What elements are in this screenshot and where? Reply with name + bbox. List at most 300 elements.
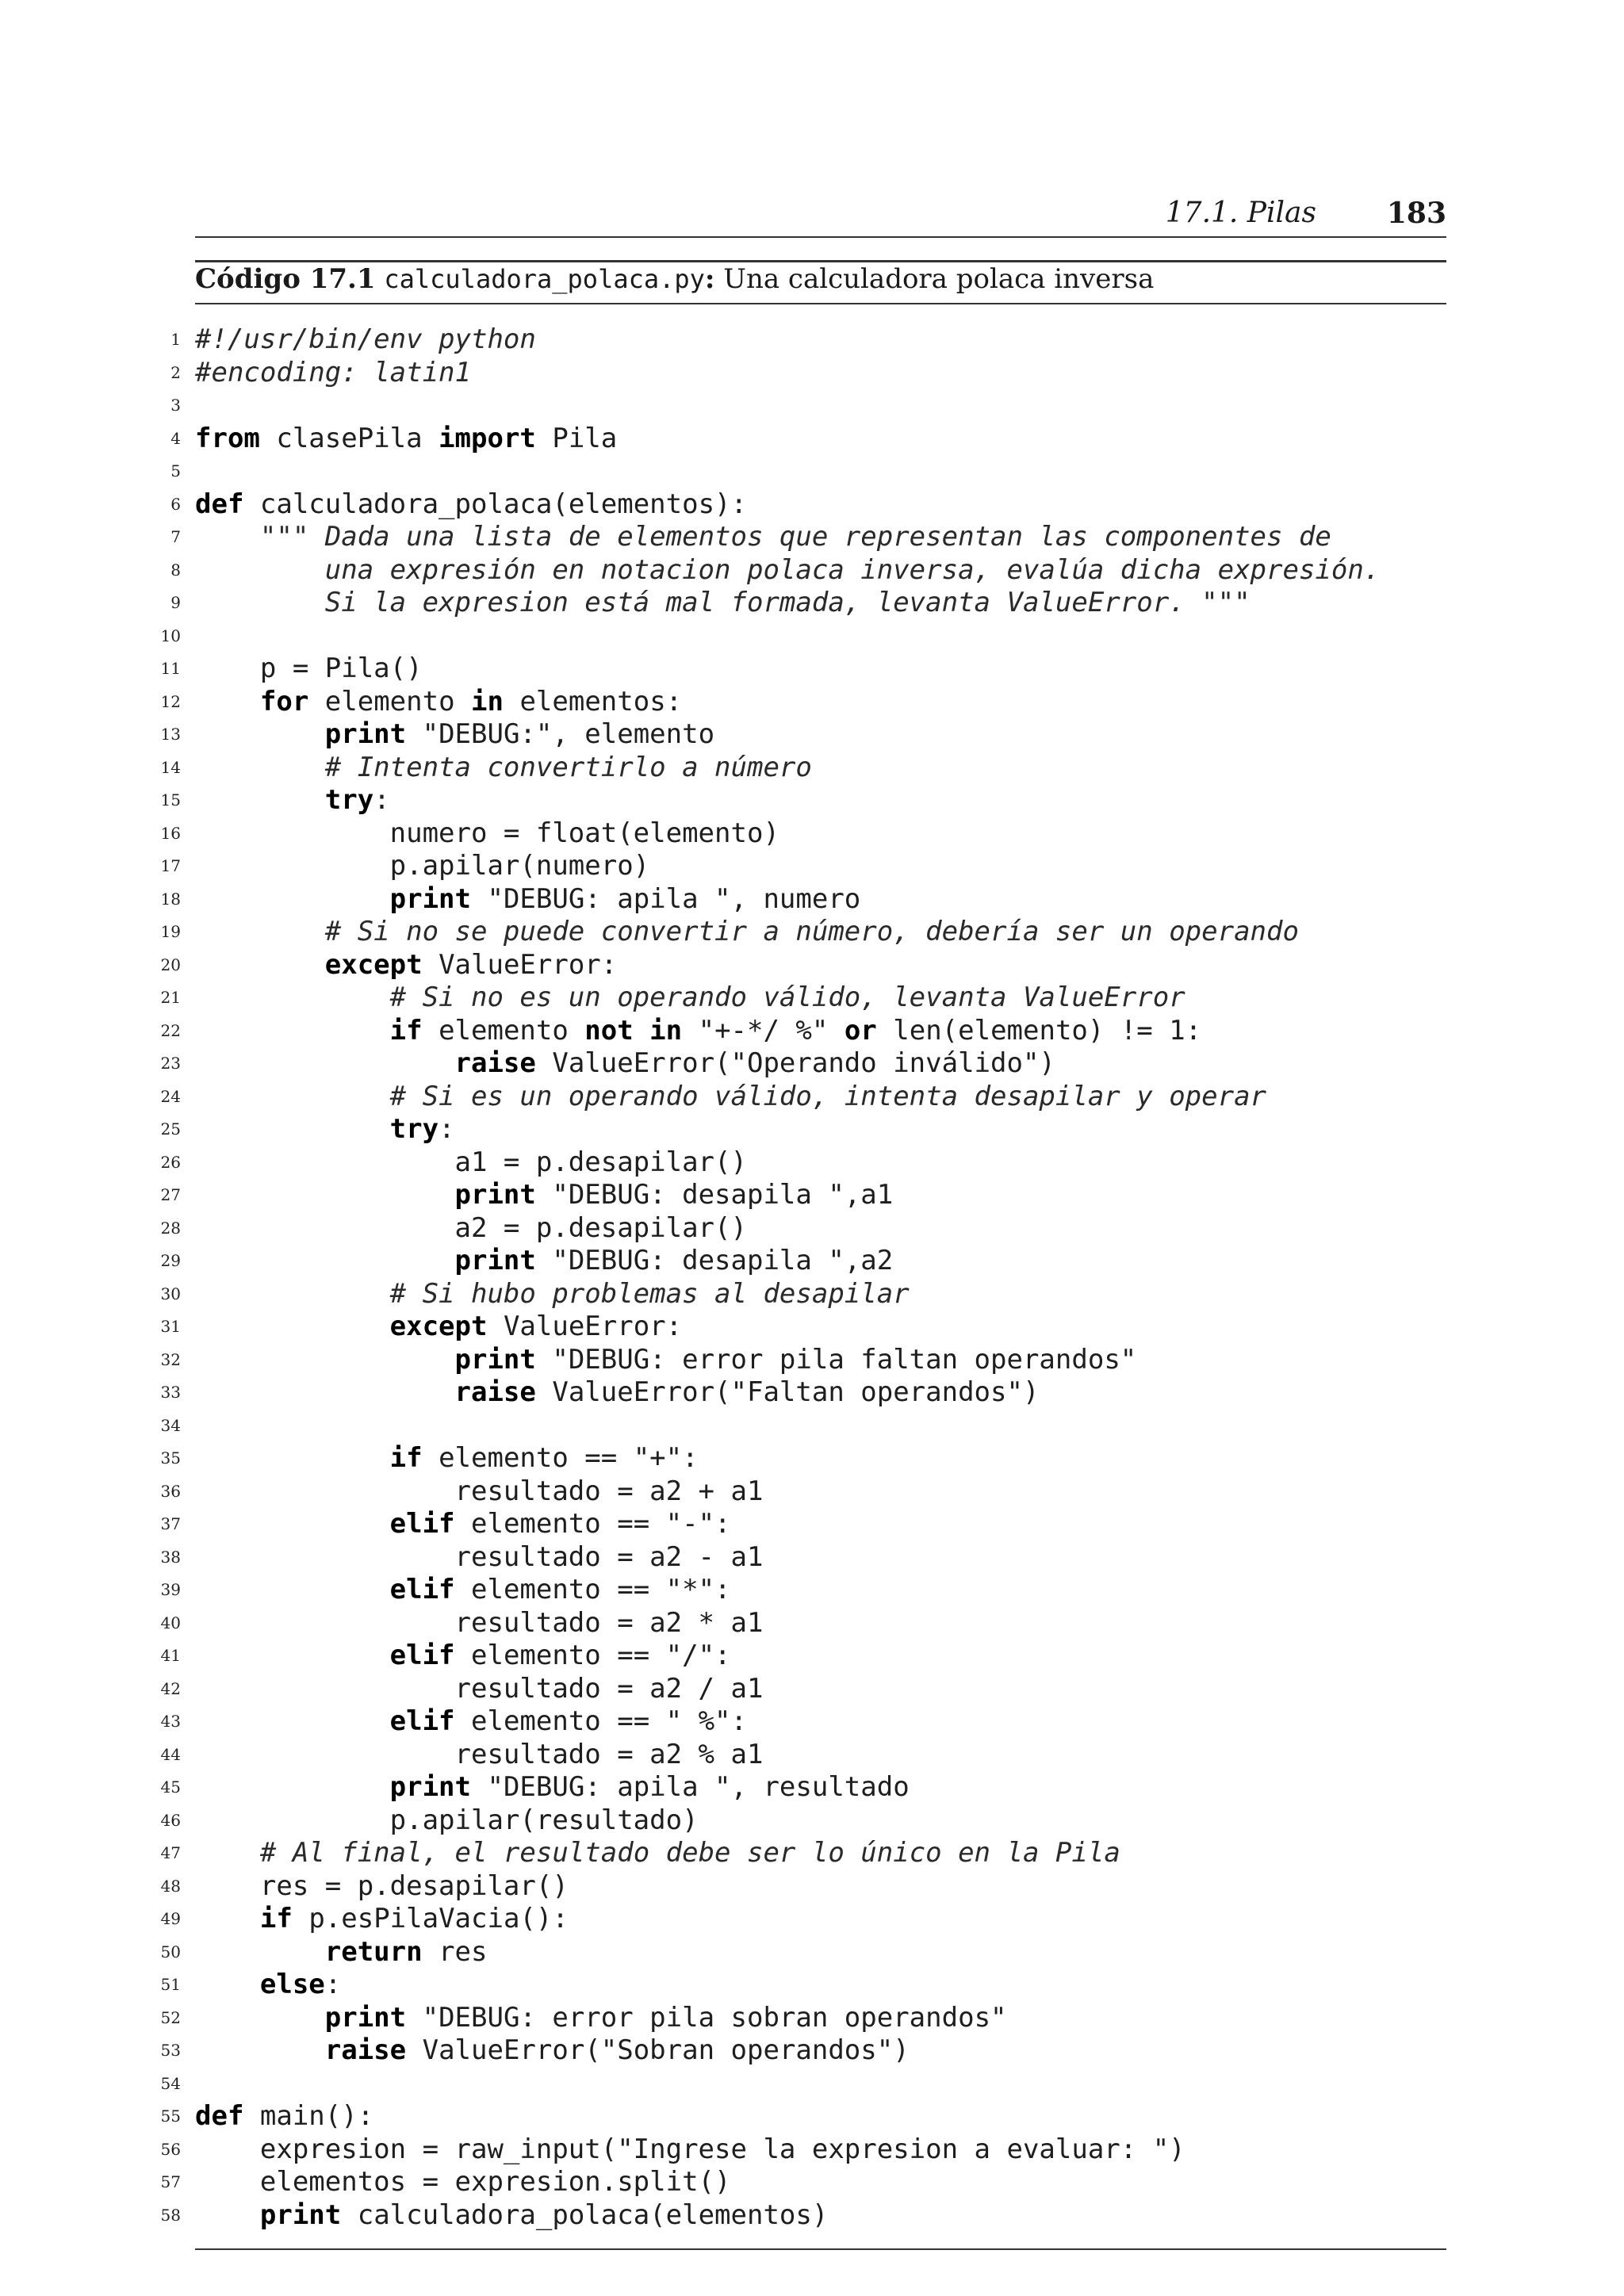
code-keyword: print [389, 882, 471, 915]
line-number: 7 [170, 527, 181, 546]
code-comment: Si la expresion está mal formada, levanta ValueError. """ [195, 587, 1251, 618]
code-token: "DEBUG: error pila faltan operandos" [535, 1343, 1137, 1376]
code-line [0, 784, 1624, 817]
code-text [195, 2166, 731, 2199]
code-text [195, 1508, 731, 1541]
code-text [195, 1278, 910, 1311]
header-rule [195, 236, 1446, 238]
code-line [0, 1640, 1624, 1673]
code-line [0, 1245, 1624, 1278]
code-text [195, 1870, 569, 1904]
code-text [195, 1311, 682, 1344]
line-number: 31 [160, 1317, 181, 1336]
code-text [195, 1574, 731, 1607]
code-line [0, 1015, 1624, 1048]
code-token [195, 784, 325, 816]
code-token: ValueError("Faltan operandos") [535, 1376, 1040, 1408]
code-keyword: print [454, 1179, 536, 1211]
line-number: 9 [170, 593, 181, 612]
code-text [195, 1640, 731, 1673]
code-text [195, 587, 1251, 620]
code-token [195, 1376, 455, 1408]
code-text [195, 2100, 373, 2133]
code-text [195, 1376, 1039, 1410]
code-token [195, 1969, 260, 2000]
code-line [0, 1179, 1624, 1212]
caption-top-rule [195, 260, 1446, 262]
code-token: elemento [308, 685, 472, 718]
code-token [195, 1179, 455, 1211]
line-number: 26 [160, 1152, 181, 1172]
code-keyword: def [195, 488, 244, 520]
code-token: "DEBUG: desapila ",a2 [535, 1245, 894, 1276]
code-line [0, 652, 1624, 686]
line-number: 15 [160, 790, 181, 809]
code-token: elemento == "*": [454, 1574, 731, 1605]
code-keyword: if [389, 1014, 423, 1047]
running-head [195, 197, 1446, 235]
line-number: 10 [160, 626, 181, 645]
code-keyword: raise [454, 1047, 536, 1079]
code-keyword: raise [324, 2034, 407, 2066]
code-token [195, 752, 325, 783]
code-token [195, 1245, 455, 1276]
code-line [0, 620, 1624, 653]
line-number: 42 [160, 1678, 181, 1698]
code-line [0, 718, 1624, 752]
code-line [0, 521, 1624, 554]
line-number: 33 [160, 1383, 181, 1402]
code-text [195, 1837, 1120, 1870]
code-text [195, 652, 423, 686]
code-line [0, 357, 1624, 390]
code-token: : [439, 1113, 455, 1145]
line-number: 34 [160, 1415, 181, 1435]
code-line [0, 1607, 1624, 1640]
section-reference: 17.1. Pilas [1165, 197, 1316, 229]
line-number: 19 [160, 922, 181, 941]
code-text [195, 1442, 699, 1475]
line-number: 3 [170, 396, 181, 415]
code-keyword: if [389, 1442, 423, 1474]
code-text [195, 1081, 1266, 1114]
listing-description: Una calculadora polaca inversa [723, 263, 1155, 295]
code-line [0, 1344, 1624, 1377]
code-listing [0, 323, 1624, 2232]
code-token [195, 1311, 390, 1342]
line-number: 41 [160, 1646, 181, 1665]
code-keyword: if [259, 1903, 293, 1934]
code-line [0, 389, 1624, 423]
code-token [195, 1081, 390, 1112]
line-number: 4 [170, 428, 181, 448]
code-keyword: raise [454, 1376, 536, 1408]
code-token: p.apilar(numero) [195, 850, 650, 882]
code-token [195, 1705, 390, 1737]
code-text [195, 1673, 763, 1706]
line-number: 12 [160, 691, 181, 711]
code-token: : [324, 1969, 342, 2000]
line-number: 11 [160, 659, 181, 678]
caption-colon: : [704, 263, 715, 295]
code-text [195, 1245, 893, 1278]
code-comment: """ Dada una lista de elementos que representan las componentes de [259, 521, 1331, 553]
code-keyword: except [389, 1311, 488, 1342]
code-token: ValueError("Sobran operandos") [406, 2034, 910, 2066]
code-token [195, 949, 325, 981]
code-text [195, 1015, 1201, 1048]
code-token: main(): [243, 2100, 374, 2132]
code-line [0, 455, 1624, 488]
code-token: calculadora_polaca(elementos): [243, 488, 747, 520]
code-token [195, 1574, 390, 1605]
code-line [0, 423, 1624, 456]
line-number: 13 [160, 725, 181, 744]
line-number: 39 [160, 1580, 181, 1599]
code-token [195, 1837, 260, 1869]
line-number: 1 [170, 330, 181, 349]
code-token: elementos = expresion.split() [195, 2166, 731, 2198]
code-text [195, 982, 1185, 1015]
code-line [0, 982, 1624, 1015]
code-token [195, 916, 325, 947]
code-line [0, 1311, 1624, 1344]
code-token: ValueError("Operando inválido") [535, 1047, 1055, 1079]
line-number: 44 [160, 1744, 181, 1764]
code-line [0, 1047, 1624, 1081]
code-line [0, 1146, 1624, 1180]
code-token: resultado = a2 - a1 [195, 1540, 764, 1573]
page-number: 183 [1386, 197, 1446, 230]
code-keyword: elif [389, 1640, 455, 1671]
code-keyword: or [844, 1014, 877, 1047]
code-comment: # Si no se puede convertir a número, debería ser un operando [324, 916, 1299, 947]
code-line [0, 686, 1624, 719]
code-text [195, 2199, 828, 2233]
code-token [195, 1047, 455, 1079]
code-line [0, 850, 1624, 883]
listing-caption [195, 263, 1154, 295]
code-keyword: elif [389, 1508, 455, 1540]
code-text [195, 1212, 747, 1246]
code-token [195, 1640, 390, 1671]
code-token: resultado = a2 % a1 [195, 1738, 764, 1770]
code-line [0, 916, 1624, 949]
code-text [195, 357, 471, 390]
code-line [0, 1574, 1624, 1607]
code-line [0, 1804, 1624, 1838]
code-keyword: except [324, 948, 423, 981]
code-token: numero = float(elemento) [195, 817, 779, 849]
code-token: : [373, 784, 390, 816]
line-number: 24 [160, 1086, 181, 1106]
code-text [195, 850, 649, 883]
code-token: ValueError: [487, 1311, 683, 1342]
code-token [195, 1344, 455, 1376]
line-number: 54 [160, 2073, 181, 2093]
code-token: elemento [422, 1014, 585, 1047]
line-number: 45 [160, 1777, 181, 1797]
code-text [195, 2034, 910, 2068]
code-line [0, 554, 1624, 587]
line-number: 32 [160, 1349, 181, 1369]
code-token [195, 1903, 260, 1934]
line-number: 14 [160, 757, 181, 777]
line-number: 5 [170, 461, 181, 480]
code-token: calculadora_polaca(elementos) [341, 2198, 829, 2231]
code-line [0, 2199, 1624, 2233]
code-text [195, 1804, 699, 1838]
code-text [195, 488, 747, 522]
line-number: 58 [160, 2205, 181, 2225]
code-token: elemento == "/": [454, 1640, 731, 1671]
code-line [0, 1376, 1624, 1410]
code-line [0, 1936, 1624, 1969]
code-token: ValueError: [422, 948, 618, 981]
code-keyword: elif [389, 1574, 455, 1605]
code-token: a2 = p.desapilar() [195, 1211, 747, 1244]
code-line [0, 1442, 1624, 1475]
code-line [0, 1870, 1624, 1904]
code-token [195, 883, 390, 915]
code-text [195, 1705, 747, 1739]
code-line [0, 752, 1624, 785]
code-text [195, 883, 860, 916]
code-token [195, 686, 260, 718]
line-number: 47 [160, 1843, 181, 1862]
line-number: 29 [160, 1251, 181, 1270]
code-line [0, 1475, 1624, 1509]
listing-label: Código 17.1 [195, 263, 376, 295]
code-line [0, 949, 1624, 982]
code-token: res [422, 1935, 488, 1968]
code-line [0, 1969, 1624, 2002]
listing-end-rule [195, 2248, 1446, 2250]
line-number: 20 [160, 955, 181, 974]
code-token: "+-*/ %" [682, 1014, 845, 1047]
code-line [0, 2034, 1624, 2068]
code-text [195, 1179, 893, 1212]
code-token: p.apilar(resultado) [195, 1804, 699, 1836]
code-keyword: not in [584, 1014, 683, 1047]
code-text [195, 1739, 763, 1772]
code-token [195, 982, 390, 1013]
code-token: elemento == "+": [422, 1442, 699, 1474]
code-keyword: print [389, 1771, 471, 1803]
line-number: 21 [160, 988, 181, 1007]
code-comment: #!/usr/bin/env python [195, 323, 536, 355]
code-token: a1 = p.desapilar() [195, 1146, 747, 1178]
code-token [195, 1113, 390, 1145]
code-text [195, 1903, 569, 1936]
code-token: clasePila [259, 422, 439, 454]
code-token [195, 1508, 390, 1540]
line-number: 22 [160, 1020, 181, 1040]
code-token [195, 1771, 390, 1803]
code-line [0, 1410, 1624, 1443]
code-line [0, 323, 1624, 357]
code-text [195, 752, 812, 785]
code-token [195, 1442, 390, 1474]
code-text [195, 686, 682, 719]
code-line [0, 883, 1624, 916]
line-number: 25 [160, 1119, 181, 1138]
code-token [195, 2034, 325, 2066]
code-text [195, 554, 1380, 587]
code-keyword: def [195, 2100, 244, 2132]
code-comment: #encoding: latin1 [195, 356, 471, 388]
code-token [195, 2199, 260, 2231]
code-token [195, 718, 325, 750]
code-token [195, 2002, 325, 2034]
code-comment: # Si es un operando válido, intenta desapilar y operar [389, 1080, 1267, 1112]
code-line [0, 1739, 1624, 1772]
code-line [0, 1081, 1624, 1114]
line-number: 38 [160, 1547, 181, 1567]
line-number: 55 [160, 2107, 181, 2126]
code-token: p = Pila() [195, 652, 423, 684]
code-token: resultado = a2 / a1 [195, 1672, 764, 1705]
code-comment: # Intenta convertirlo a número [324, 751, 812, 783]
code-text [195, 784, 390, 817]
line-number: 57 [160, 2172, 181, 2191]
code-text [195, 1475, 763, 1509]
code-token: "DEBUG: apila ", resultado [471, 1771, 910, 1803]
code-token [195, 521, 260, 553]
line-number: 51 [160, 1975, 181, 1994]
line-number: 37 [160, 1514, 181, 1533]
line-number: 53 [160, 2041, 181, 2060]
line-number: 46 [160, 1810, 181, 1830]
code-text [195, 1047, 1055, 1081]
code-token [195, 1015, 390, 1047]
code-line [0, 1673, 1624, 1706]
code-line [0, 2068, 1624, 2101]
line-number: 8 [170, 560, 181, 580]
line-number: 36 [160, 1481, 181, 1501]
code-text [195, 2133, 1185, 2167]
code-line [0, 488, 1624, 522]
line-number: 52 [160, 2007, 181, 2027]
line-number: 30 [160, 1284, 181, 1303]
code-comment: una expresión en notacion polaca inversa, evalúa dicha expresión. [195, 553, 1381, 586]
code-line [0, 1113, 1624, 1146]
code-keyword: else [259, 1969, 325, 2000]
code-keyword: print [259, 2198, 342, 2231]
code-text [195, 1146, 747, 1180]
code-keyword: return [324, 1935, 423, 1968]
code-line [0, 817, 1624, 851]
code-text [195, 423, 617, 456]
code-line [0, 2133, 1624, 2167]
code-line [0, 1541, 1624, 1575]
line-number: 43 [160, 1712, 181, 1731]
code-token: "DEBUG:", elemento [406, 718, 715, 750]
line-number: 16 [160, 823, 181, 843]
code-token: res = p.desapilar() [195, 1869, 569, 1902]
code-line [0, 1771, 1624, 1804]
code-token: elementos: [503, 685, 683, 718]
code-keyword: import [439, 422, 536, 454]
code-keyword: for [259, 685, 309, 718]
line-number: 18 [160, 889, 181, 909]
code-line [0, 2100, 1624, 2133]
code-line [0, 1212, 1624, 1246]
code-text [195, 1936, 487, 1969]
code-token: len(elemento) != 1: [876, 1014, 1202, 1047]
code-line [0, 1508, 1624, 1541]
line-number: 50 [160, 1942, 181, 1961]
code-keyword: print [324, 718, 407, 750]
code-keyword: in [471, 685, 504, 718]
code-keyword: print [454, 1245, 536, 1276]
code-text [195, 1344, 1136, 1377]
code-token: resultado = a2 * a1 [195, 1606, 764, 1639]
code-token: Pila [535, 422, 618, 454]
listing-filename: calculadora_polaca.py [384, 264, 705, 294]
line-number: 17 [160, 856, 181, 875]
code-text [195, 1771, 910, 1804]
line-number: 40 [160, 1613, 181, 1632]
code-text [195, 718, 714, 752]
line-number: 48 [160, 1876, 181, 1896]
code-token: resultado = a2 + a1 [195, 1475, 764, 1507]
code-text [195, 1113, 455, 1146]
code-text [195, 323, 536, 357]
code-text [195, 1969, 341, 2002]
code-token [195, 1936, 325, 1968]
line-number: 49 [160, 1909, 181, 1928]
code-line [0, 587, 1624, 620]
line-number: 23 [160, 1054, 181, 1073]
code-token: expresion = raw_input("Ingrese la expresion a evaluar: ") [195, 2133, 1185, 2165]
line-number: 6 [170, 494, 181, 514]
code-text [195, 1607, 763, 1640]
line-number: 27 [160, 1185, 181, 1204]
code-line [0, 1837, 1624, 1870]
code-token: "DEBUG: desapila ",a1 [535, 1179, 894, 1211]
code-comment: # Si hubo problemas al desapilar [389, 1277, 910, 1310]
code-line [0, 2002, 1624, 2035]
code-text [195, 1541, 763, 1575]
code-line [0, 1903, 1624, 1936]
line-number: 35 [160, 1448, 181, 1468]
line-number: 56 [160, 2139, 181, 2159]
code-comment: # Si no es un operando válido, levanta ValueError [389, 982, 1185, 1013]
code-text [195, 817, 779, 851]
code-token [195, 1278, 390, 1310]
code-keyword: print [324, 2001, 407, 2034]
code-text [195, 521, 1331, 554]
code-line [0, 1278, 1624, 1311]
code-token: "DEBUG: error pila sobran operandos" [406, 2001, 1007, 2034]
code-keyword: print [454, 1343, 536, 1376]
line-number: 2 [170, 362, 181, 382]
code-text [195, 949, 617, 982]
caption-bottom-rule [195, 303, 1446, 304]
code-line [0, 2166, 1624, 2199]
code-keyword: from [195, 422, 260, 454]
code-token: p.esPilaVacia(): [292, 1903, 569, 1934]
code-keyword: elif [389, 1705, 455, 1737]
code-token: elemento == "-": [454, 1508, 731, 1540]
line-number: 28 [160, 1218, 181, 1238]
code-text [195, 916, 1299, 949]
code-text [195, 2002, 1007, 2035]
code-line [0, 1705, 1624, 1739]
code-keyword: try [324, 784, 374, 816]
code-token: "DEBUG: apila ", numero [471, 882, 861, 915]
